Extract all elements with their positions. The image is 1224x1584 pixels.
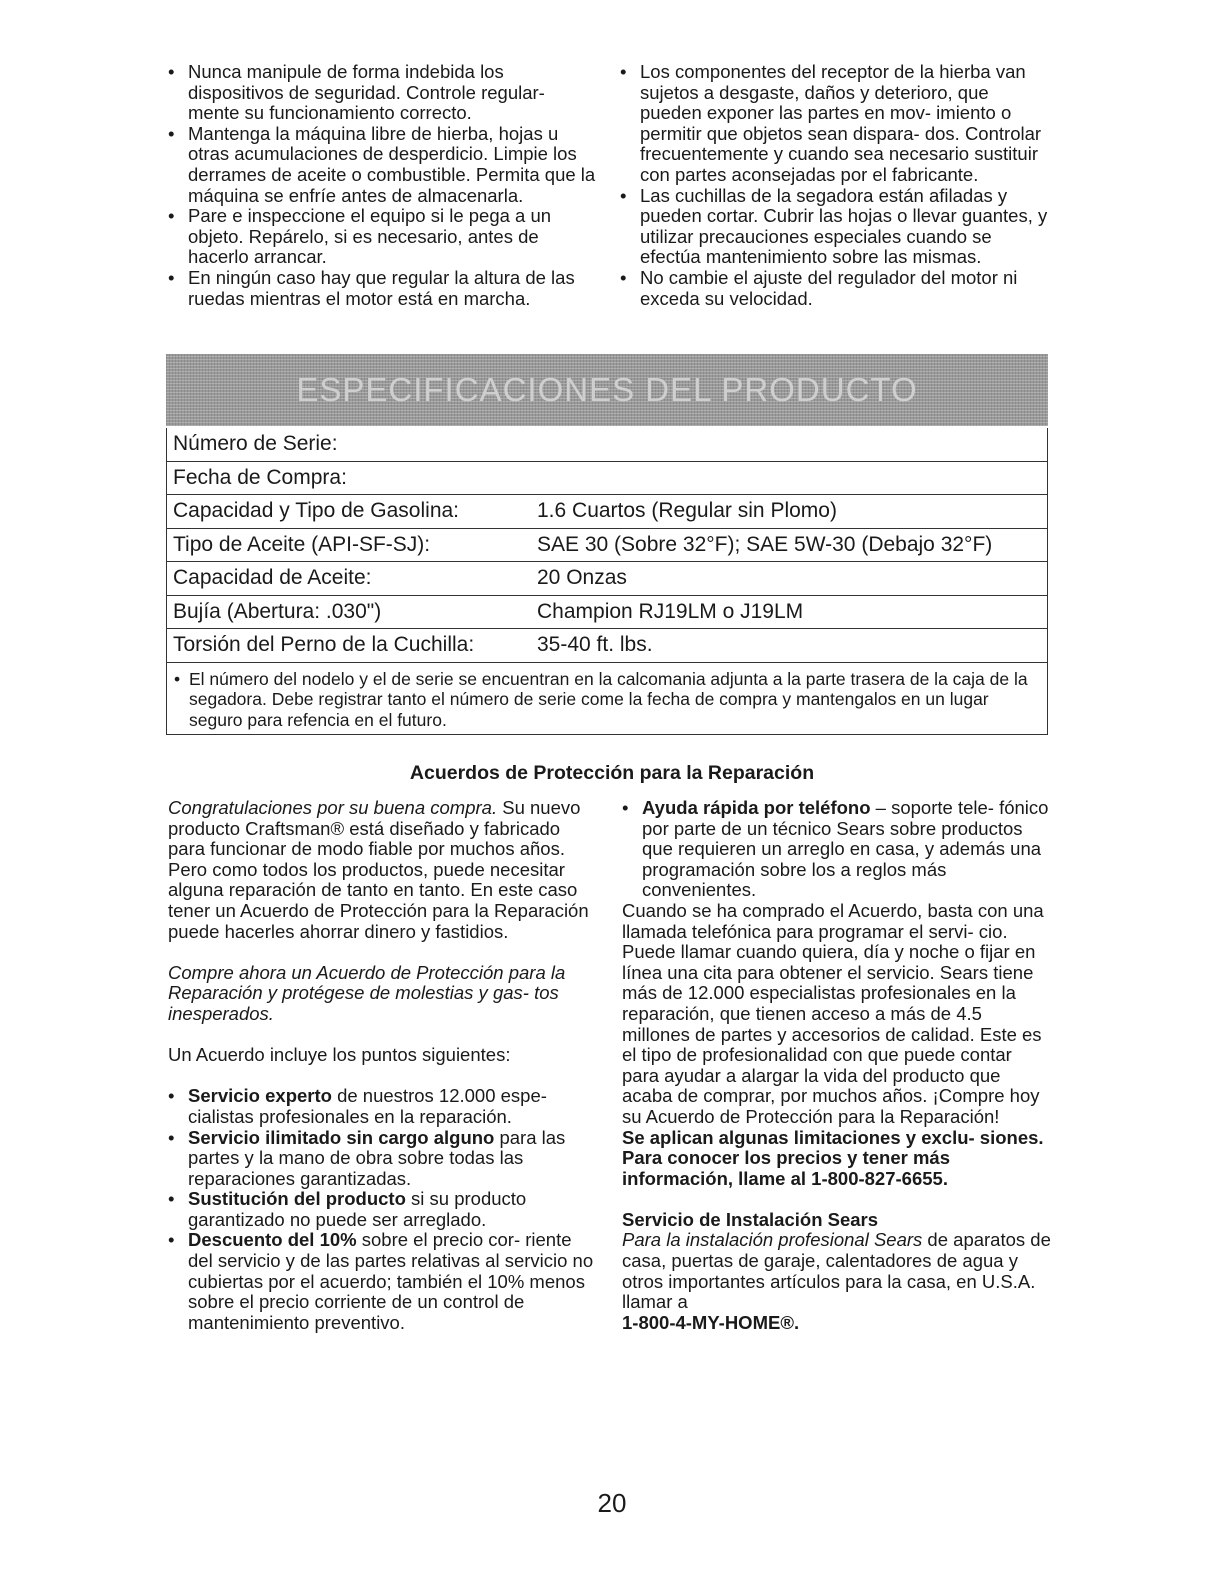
spec-label: Fecha de Compra: — [173, 465, 347, 489]
table-row — [167, 462, 1047, 496]
list-item: • Mantenga la máquina libre de hierba, hojas u otras acumulaciones de desperdicio. Limpie los derrames de aceite o combustible. Permita que la máquina se enfríe antes de almacenarla. — [168, 124, 598, 206]
list-item — [168, 1189, 598, 1230]
agreement-bold-text: Se aplican algunas limitaciones y exclu- siones. Para conocer los precios y tener más información, llame al 1-800-827-6655. — [622, 1126, 1044, 1189]
safety-bullet-list — [168, 62, 598, 309]
list-item: • En ningún caso hay que regular la altura de las ruedas mientras el motor está en marcha. — [168, 268, 598, 309]
section-heading: Acuerdos de Protección para la Reparación — [409, 762, 815, 784]
intro-paragraph — [168, 798, 598, 942]
agreement-paragraph — [622, 901, 1052, 1189]
spec-value: 20 Onzas — [537, 566, 627, 590]
list-item: • Las cuchillas de la segadora están afiladas y pueden cortar. Cubrir las hojas o llevar guantes, y utilizar precauciones especiales cuando se efectúa mantenimiento sobre las mismas. — [620, 186, 1052, 268]
spec-label: Bujía (Abertura: .030") — [173, 599, 382, 623]
list-item: • Los componentes del receptor de la hierba van sujetos a desgaste, daños y deterioro, que pueden exponer las partes en mov- imiento o permitir que objetos sean dispara- dos. Controlar frecuentemente y cuando sea necesario sustituir con partes aconsejadas por el fabricante. — [620, 62, 1052, 186]
item-bold: Sustitución del producto — [188, 1188, 406, 1210]
safety-bullet-list — [620, 62, 1052, 309]
spec-label: Capacidad y Tipo de Gasolina: — [173, 499, 460, 523]
list-item: • Nunca manipule de forma indebida los dispositivos de seguridad. Controle regular- mente su funcionamiento correcto. — [168, 62, 598, 124]
top-right-column — [620, 62, 1052, 309]
item-text: de nuestros 12.000 espe- cialistas profesionales en la reparación. — [188, 1085, 547, 1127]
spec-label: Número de Serie: — [173, 432, 338, 456]
spec-value: SAE 30 (Sobre 32°F); SAE 5W-30 (Debajo 32°F) — [537, 532, 993, 556]
specifications-table — [166, 428, 1048, 735]
table-row — [167, 495, 1047, 529]
spec-label: Torsión del Perno de la Cuchilla: — [173, 633, 475, 657]
list-item — [168, 1230, 598, 1333]
list-item — [168, 1086, 598, 1127]
table-row — [167, 529, 1047, 563]
italic-paragraph: Compre ahora un Acuerdo de Protección para la Reparación y protégese de molestias y gas- tos inesperados. — [168, 961, 566, 1024]
bottom-right-column — [622, 798, 1052, 1354]
spec-note: • El número del nodelo y el de serie se encuentran en la calcomania adjunta a la parte trasera de la caja de la segadora. Debe registrar tanto el número de serie come la fecha de compra y mantengalos en un lugar seguro para refencia en el futuro. — [167, 663, 1047, 735]
item-bold: Servicio experto — [188, 1085, 332, 1107]
spec-label: Tipo de Aceite (API-SF-SJ): — [173, 532, 431, 556]
phone-help-list — [622, 798, 1052, 901]
agreement-text: Cuando se ha comprado el Acuerdo, basta con una llamada telefónica para programar el servi- cio. Puede llamar cuando quiera, día y noche o fijar en línea una cita para obtener el servicio. Sears tiene más de 12.000 especialistas profesionales en la reparación, que tienen acceso a más de 4.5 millones de partes y accesorios de calidad. Este es el tipo de profesionalidad con que puede contar para ayudar a alargar la vida del producto que acaba de comprar, por muchos años. ¡Compre hoy su Acuerdo de Protección para la Reparación! — [622, 899, 1044, 1127]
item-text: si su producto garantizado no puede ser arreglado. — [188, 1188, 527, 1230]
table-row — [167, 629, 1047, 663]
installation-phone: 1-800-4-MY-HOME®. — [622, 1311, 800, 1333]
list-item: • Pare e inspeccione el equipo si le pega a un objeto. Repárelo, si es necesario, antes de hacerlo arrancar. — [168, 206, 598, 268]
installation-text: de aparatos de casa, puertas de garaje, calentadores de agua y otros importantes artículos para la casa, en U.S.A. llamar a — [622, 1229, 1051, 1313]
page-number: 20 — [597, 1488, 627, 1518]
intro-italic: Congratulaciones por su buena compra. — [168, 797, 498, 818]
list-item: • No cambie el ajuste del regulador del motor ni exceda su velocidad. — [620, 268, 1052, 309]
table-row — [167, 596, 1047, 630]
item-text: sobre el precio cor- riente del servicio y de las partes relativas al servicio no cubiertas por el acuerdo; también el 10% menos sobre el precio corriente de un control de mantenimiento preventivo. — [188, 1229, 594, 1333]
list-item — [622, 798, 1052, 901]
item-bold: Ayuda rápida por teléfono — [642, 797, 871, 818]
list-item — [168, 1128, 598, 1190]
item-bold: Servicio ilimitado sin cargo alguno — [188, 1126, 495, 1148]
item-text: para las partes y la mano de obra sobre todas las reparaciones garantizadas. — [188, 1126, 566, 1189]
spec-value: Champion RJ19LM o J19LM — [537, 599, 804, 623]
benefits-list — [168, 1086, 598, 1333]
specifications-banner — [166, 354, 1048, 426]
spec-value: 35-40 ft. lbs. — [537, 633, 653, 657]
includes-text: Un Acuerdo incluye los puntos siguientes: — [168, 1044, 511, 1066]
item-bold: Descuento del 10% — [188, 1229, 357, 1251]
bottom-left-column — [168, 798, 598, 1333]
intro-text: Su nuevo producto Craftsman® está diseñado y fabricado para funcionar de modo fiable por muchos años. Pero como todos los productos, puede necesitar alguna reparación de tanto en tanto. En este caso tener un Acuerdo de Protección para la Reparación puede hacerles ahorrar dinero y fastidios. — [168, 797, 589, 942]
table-row — [167, 562, 1047, 596]
installation-paragraph — [622, 1210, 1052, 1334]
item-text: – soporte tele- fónico por parte de un técnico Sears sobre productos que requieren un arreglo en casa, y además una programación sobre los a reglos más convenientes. — [642, 797, 1049, 901]
installation-title: Servicio de Instalación Sears — [622, 1208, 879, 1230]
top-left-column — [168, 62, 598, 309]
spec-value: 1.6 Cuartos (Regular sin Plomo) — [537, 499, 837, 523]
spec-label: Capacidad de Aceite: — [173, 566, 372, 590]
table-row — [167, 428, 1047, 462]
specifications-title: ESPECIFICACIONES DEL PRODUCTO — [296, 371, 918, 408]
installation-italic: Para la instalación profesional Sears — [622, 1229, 923, 1251]
